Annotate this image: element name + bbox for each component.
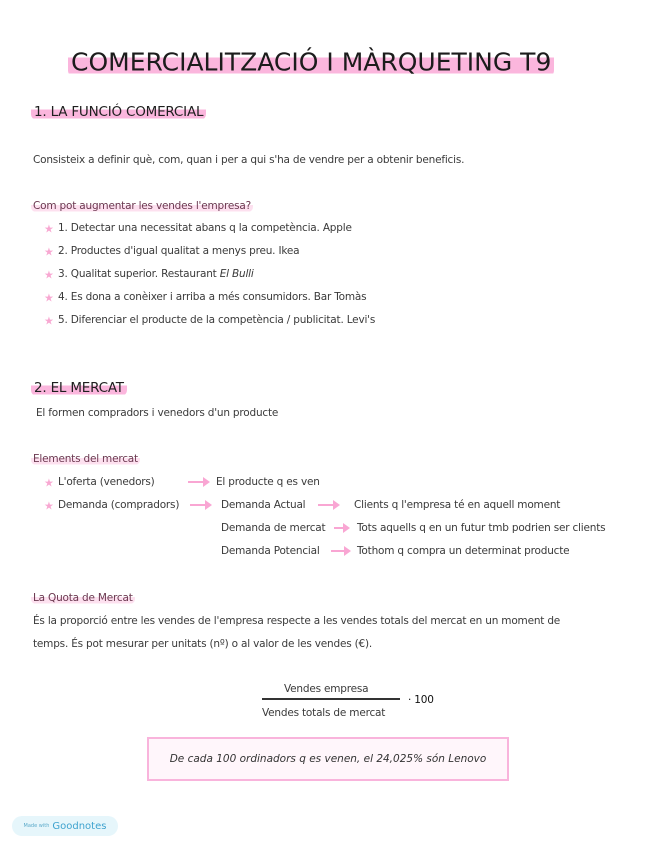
section-heading-funcio-comercial: 1. LA FUNCIÓ COMERCIAL <box>31 104 206 120</box>
list-item: 1. Detectar una necessitat abans q la competència. Apple <box>58 222 352 234</box>
fraction-bar <box>262 698 400 700</box>
quota-text-line2: temps. És pot mesurar per unitats (nº) o al valor de les vendes (€). <box>33 638 373 650</box>
subheading-augmentar-vendes: Com pot augmentar les vendes l'empresa? <box>33 200 251 212</box>
formula-multiplier: · 100 <box>408 694 434 706</box>
demanda-potencial: Demanda Potencial <box>221 545 320 557</box>
arrow-right-icon <box>334 527 348 529</box>
arrow-right-icon <box>331 550 349 552</box>
list-item: 3. Qualitat superior. Restaurant El Bulli <box>58 268 254 280</box>
subheading-elements-mercat: Elements del mercat <box>33 453 138 465</box>
badge-brand: Goodnotes <box>52 820 107 832</box>
star-icon: ★ <box>44 291 54 305</box>
demanda-label: Demanda (compradors) <box>58 499 180 511</box>
star-icon: ★ <box>44 268 54 282</box>
oferta-label: L'oferta (venedors) <box>58 476 155 488</box>
section-heading-mercat: 2. EL MERCAT <box>31 380 127 396</box>
formula-numerator: Vendes empresa <box>284 683 369 695</box>
arrow-right-icon <box>318 504 338 506</box>
list-item: 5. Diferenciar el producte de la competència / publicitat. Levi's <box>58 314 376 326</box>
page-title: COMERCIALITZACIÓ I MÀRQUETING T9 <box>68 48 554 77</box>
list-item: 4. Es dona a conèixer i arriba a més consumidors. Bar Tomàs <box>58 291 367 303</box>
arrow-right-icon <box>190 504 210 506</box>
goodnotes-badge[interactable] <box>12 816 118 836</box>
star-icon: ★ <box>44 245 54 259</box>
demanda-actual: Demanda Actual <box>221 499 306 511</box>
quota-text-line1: És la proporció entre les vendes de l'empresa respecte a les vendes totals del mercat en un moment de <box>33 615 561 627</box>
star-icon: ★ <box>44 476 54 490</box>
demanda-potencial-desc: Tothom q compra un determinat producte <box>357 545 570 557</box>
section1-paragraph: Consisteix a definir què, com, quan i per a qui s'ha de vendre per a obtenir beneficis. <box>33 154 465 166</box>
example-text: De cada 100 ordinadors q es venen, el 24,025% són Lenovo <box>169 753 487 765</box>
demanda-actual-desc: Clients q l'empresa té en aquell moment <box>354 499 561 511</box>
star-icon: ★ <box>44 222 54 236</box>
list-item: 2. Productes d'igual qualitat a menys preu. Ikea <box>58 245 300 257</box>
formula-denominator: Vendes totals de mercat <box>262 707 386 719</box>
demanda-mercat-desc: Tots aquells q en un futur tmb podrien ser clients <box>357 522 606 534</box>
subheading-quota-mercat: La Quota de Mercat <box>33 592 133 604</box>
mercat-intro: El formen compradors i venedors d'un producte <box>36 407 279 419</box>
star-icon: ★ <box>44 499 54 513</box>
demanda-mercat: Demanda de mercat <box>221 522 326 534</box>
star-icon: ★ <box>44 314 54 328</box>
arrow-right-icon <box>188 481 208 483</box>
example-callout <box>147 737 509 781</box>
badge-small-text: Made with <box>23 823 50 829</box>
oferta-result: El producte q es ven <box>216 476 320 488</box>
